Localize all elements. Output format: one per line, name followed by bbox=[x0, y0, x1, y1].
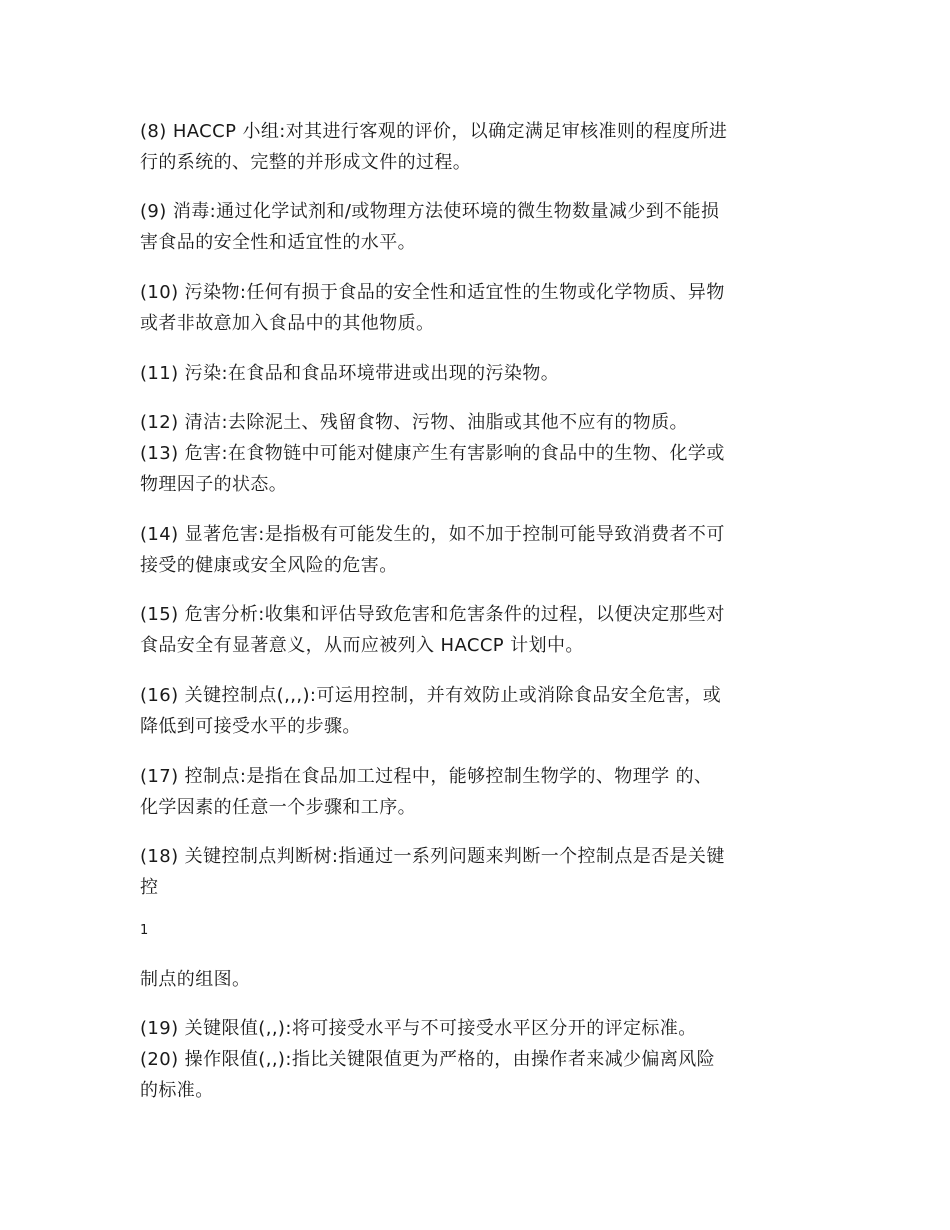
paragraph-10 bbox=[140, 277, 820, 339]
paragraph-line: (19) 关键限值(,,):将可接受水平与不可接受水平区分开的评定标准。 bbox=[140, 1018, 697, 1039]
paragraph-line: (10) 污染物:任何有损于食品的安全性和适宜性的生物或化学物质、异物 bbox=[140, 282, 725, 303]
paragraph-line: (12) 清洁:去除泥土、残留食物、污物、油脂或其他不应有的物质。 bbox=[140, 412, 688, 433]
paragraph-line: (20) 操作限值(,,):指比关键限值更为严格的，由操作者来减少偏离风险 bbox=[140, 1049, 716, 1070]
paragraph-17 bbox=[140, 761, 820, 823]
paragraph-line: 降低到可接受水平的步骤。 bbox=[140, 716, 361, 737]
paragraph-line: (16) 关键控制点(,,,):可运用控制，并有效防止或消除食品安全危害，或 bbox=[140, 685, 722, 706]
paragraph-line: 物理因子的状态。 bbox=[140, 474, 288, 495]
paragraph-line: (17) 控制点:是指在食品加工过程中，能够控制生物学的、物理学 的、 bbox=[140, 766, 713, 787]
paragraph-line: (14) 显著危害:是指极有可能发生的，如不加于控制可能导致消费者不可 bbox=[140, 524, 725, 545]
paragraph-11 bbox=[140, 358, 820, 389]
paragraph-line: (11) 污染:在食品和食品环境带进或出现的污染物。 bbox=[140, 363, 560, 384]
paragraph-line: (15) 危害分析:收集和评估导致危害和危害条件的过程，以便决定那些对 bbox=[140, 604, 725, 625]
paragraph-line: (9) 消毒:通过化学试剂和/或物理方法使环境的微生物数量减少到不能损 bbox=[140, 201, 720, 222]
paragraph-19-20 bbox=[140, 1013, 820, 1106]
paragraph-line: 化学因素的任意一个步骤和工序。 bbox=[140, 797, 416, 818]
paragraph-12-13 bbox=[140, 407, 820, 500]
paragraph-line: (18) 关键控制点判断树:指通过一系列问题来判断一个控制点是否是关键 bbox=[140, 846, 725, 867]
paragraph-line: 行的系统的、完整的并形成文件的过程。 bbox=[140, 152, 472, 173]
paragraph-8 bbox=[140, 116, 820, 178]
paragraph-18 bbox=[140, 841, 820, 903]
paragraph-9 bbox=[140, 196, 820, 258]
paragraph-line: 控 bbox=[140, 877, 159, 898]
paragraph-line: 或者非故意加入食品中的其他物质。 bbox=[140, 313, 435, 334]
paragraph-line: 接受的健康或安全风险的危害。 bbox=[140, 555, 398, 576]
paragraph-16 bbox=[140, 680, 820, 742]
paragraph-line: 害食品的安全性和适宜性的水平。 bbox=[140, 232, 416, 253]
page-number: 1 bbox=[140, 923, 149, 938]
paragraph-18-continued bbox=[140, 964, 820, 995]
paragraph-15 bbox=[140, 599, 820, 661]
paragraph-line: 食品安全有显著意义，从而应被列入 HACCP 计划中。 bbox=[140, 635, 584, 656]
paragraph-line: (13) 危害:在食物链中可能对健康产生有害影响的食品中的生物、化学或 bbox=[140, 443, 725, 464]
paragraph-line: 制点的组图。 bbox=[140, 969, 251, 990]
paragraph-14 bbox=[140, 519, 820, 581]
paragraph-line: 的标准。 bbox=[140, 1080, 214, 1101]
paragraph-line: (8) HACCP 小组:对其进行客观的评价，以确定满足审核准则的程度所进 bbox=[140, 121, 728, 142]
